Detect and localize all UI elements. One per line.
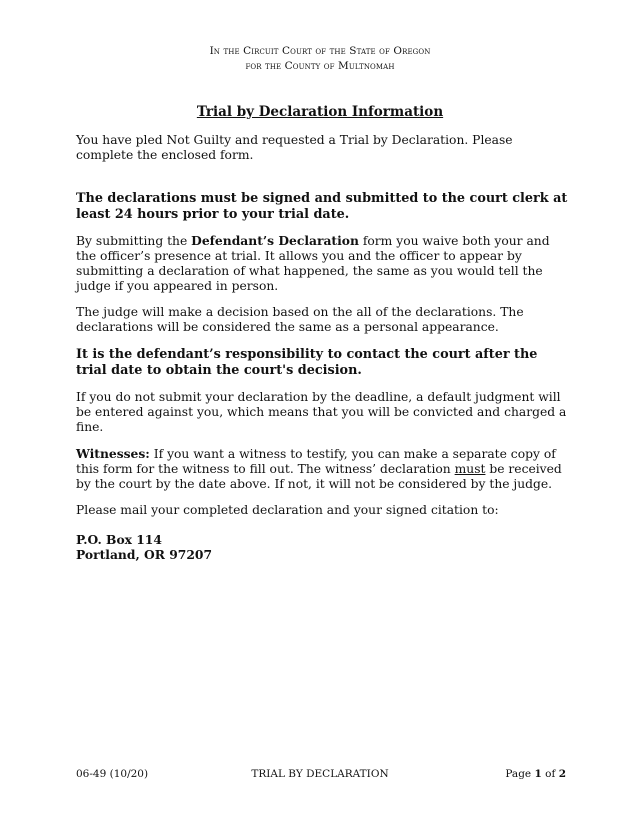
page-current: 1: [534, 768, 542, 780]
judge-paragraph: The judge will make a decision based on the all of the declarations. The declarations will be considered the same as a personal appearance.: [76, 305, 524, 334]
deadline-notice: The declarations must be signed and submitted to the court clerk at least 24 hours prior to your trial date.: [76, 191, 568, 222]
court-header: [0, 44, 640, 74]
witnesses-text-start: If you want a witness to testify, you can make a separate copy of this form for the witness to fill out. The witness’ declaration: [76, 447, 556, 476]
court-name-line: In the Circuit Court of the State of Oregon: [209, 45, 431, 57]
waiver-text-start: By submitting the: [76, 234, 192, 248]
document-title: Trial by Declaration Information: [196, 104, 444, 120]
page-total: 2: [558, 768, 566, 780]
waiver-paragraph: [76, 233, 568, 294]
mail-instructions: Please mail your completed declaration and your signed citation to:: [76, 503, 499, 517]
witnesses-paragraph: [76, 446, 568, 492]
address-line-1: P.O. Box 114: [76, 532, 162, 547]
witnesses-label: Witnesses:: [76, 446, 150, 461]
defendant-declaration-term: Defendant’s Declaration: [191, 233, 359, 248]
mailing-address: [76, 532, 212, 562]
page-label: Page: [505, 768, 535, 780]
form-title-footer: TRIAL BY DECLARATION: [251, 768, 389, 780]
must-emphasis: must: [454, 462, 486, 476]
waiver-text-end: form you waive both your and the officer’s presence at trial. It allows you and the officer to appear by submitting a declaration of what happened, the same as you would tell the judge if you appeared in person.: [76, 234, 550, 293]
address-line-2: Portland, OR 97207: [76, 547, 213, 562]
county-line: for the County of Multnomah: [245, 60, 395, 72]
default-judgment-paragraph: If you do not submit your declaration by the deadline, a default judgment will be entered against you, which means that you will be convicted and charged a fine.: [76, 390, 567, 434]
page-of: of: [541, 768, 559, 780]
page-number: [505, 767, 566, 781]
responsibility-notice: It is the defendant’s responsibility to contact the court after the trial date to obtain the court's decision.: [76, 347, 538, 378]
intro-paragraph: You have pled Not Guilty and requested a Trial by Declaration. Please complete the enclosed form.: [76, 133, 513, 162]
form-number: 06-49 (10/20): [76, 768, 149, 780]
witnesses-text-end: be received by the court by the date above. If not, it will not be considered by the judge.: [76, 462, 562, 491]
